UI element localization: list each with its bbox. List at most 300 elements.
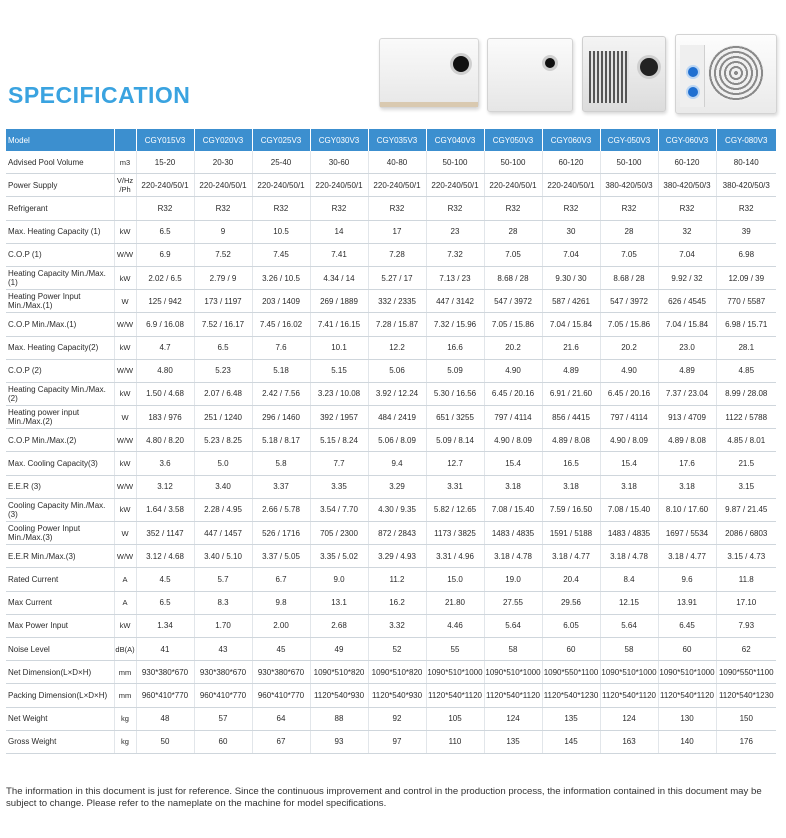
table-cell: 930*380*670 <box>194 661 252 684</box>
table-cell: 7.32 <box>426 243 484 266</box>
row-parameter: Heating Power Input Min./Max.(1) <box>6 290 114 313</box>
table-cell: 3.26 / 10.5 <box>252 266 310 289</box>
table-cell: 5.82 / 12.65 <box>426 498 484 521</box>
table-row <box>6 661 776 684</box>
table-cell: 7.45 / 16.02 <box>252 313 310 336</box>
table-cell: 1173 / 3825 <box>426 522 484 545</box>
heat-pump-image-4 <box>675 34 777 114</box>
table-cell: 30 <box>542 220 600 243</box>
table-cell: 3.54 / 7.70 <box>310 498 368 521</box>
header-model: CGY040V3 <box>426 129 484 151</box>
table-cell: R32 <box>310 197 368 220</box>
table-cell: 220-240/50/1 <box>542 174 600 197</box>
table-cell: 3.40 <box>194 475 252 498</box>
row-unit: kW <box>114 336 136 359</box>
row-parameter: Packing Dimension(L×D×H) <box>6 684 114 707</box>
table-cell: 392 / 1957 <box>310 406 368 429</box>
table-cell: 16.5 <box>542 452 600 475</box>
table-cell: 9 <box>194 220 252 243</box>
row-unit: kW <box>114 382 136 405</box>
table-cell: 15.4 <box>600 452 658 475</box>
table-cell: 1.70 <box>194 614 252 637</box>
table-cell: 8.99 / 28.08 <box>716 382 776 405</box>
table-cell: 7.05 / 15.86 <box>600 313 658 336</box>
row-parameter: Gross Weight <box>6 730 114 753</box>
row-parameter: C.O.P Min./Max.(2) <box>6 429 114 452</box>
table-row <box>6 730 776 753</box>
table-cell: 352 / 1147 <box>136 522 194 545</box>
table-cell: 16.6 <box>426 336 484 359</box>
row-parameter: Max. Heating Capacity (1) <box>6 220 114 243</box>
table-cell: 9.92 / 32 <box>658 266 716 289</box>
table-cell: 4.5 <box>136 568 194 591</box>
table-cell: 7.41 <box>310 243 368 266</box>
table-cell: R32 <box>368 197 426 220</box>
heat-pump-image-3 <box>582 36 666 112</box>
table-row <box>6 545 776 568</box>
row-parameter: C.O.P (2) <box>6 359 114 382</box>
table-cell: 7.52 / 16.17 <box>194 313 252 336</box>
table-row <box>6 151 776 174</box>
table-cell: 52 <box>368 637 426 660</box>
table-cell: 9.8 <box>252 591 310 614</box>
row-parameter: Net Weight <box>6 707 114 730</box>
row-parameter: Cooling Power Input Min./Max.(3) <box>6 522 114 545</box>
table-cell: 626 / 4545 <box>658 290 716 313</box>
table-cell: 6.91 / 21.60 <box>542 382 600 405</box>
table-cell: 220-240/50/1 <box>310 174 368 197</box>
table-cell: 6.45 / 20.16 <box>484 382 542 405</box>
table-cell: 7.04 / 15.84 <box>542 313 600 336</box>
table-cell: 3.32 <box>368 614 426 637</box>
table-cell: 183 / 976 <box>136 406 194 429</box>
table-cell: 2.28 / 4.95 <box>194 498 252 521</box>
row-unit: mm <box>114 661 136 684</box>
table-cell: 4.7 <box>136 336 194 359</box>
table-cell: 20-30 <box>194 151 252 174</box>
table-row <box>6 684 776 707</box>
table-cell: 7.13 / 23 <box>426 266 484 289</box>
table-cell: 5.27 / 17 <box>368 266 426 289</box>
table-cell: R32 <box>426 197 484 220</box>
row-parameter: E.E.R (3) <box>6 475 114 498</box>
table-cell: 7.32 / 15.96 <box>426 313 484 336</box>
table-cell: 3.37 / 5.05 <box>252 545 310 568</box>
table-cell: 1.64 / 3.58 <box>136 498 194 521</box>
table-row <box>6 637 776 660</box>
table-cell: 913 / 4709 <box>658 406 716 429</box>
table-cell: 145 <box>542 730 600 753</box>
table-cell: 4.30 / 9.35 <box>368 498 426 521</box>
table-cell: 2.79 / 9 <box>194 266 252 289</box>
row-unit: W/W <box>114 429 136 452</box>
table-cell: 526 / 1716 <box>252 522 310 545</box>
table-cell: 7.37 / 23.04 <box>658 382 716 405</box>
table-row <box>6 197 776 220</box>
header-model: CGY-080V3 <box>716 129 776 151</box>
table-cell: 19.0 <box>484 568 542 591</box>
table-cell: 1697 / 5534 <box>658 522 716 545</box>
table-cell: 4.90 <box>484 359 542 382</box>
table-cell: 21.6 <box>542 336 600 359</box>
table-cell: 21.80 <box>426 591 484 614</box>
table-cell: 5.64 <box>484 614 542 637</box>
table-cell: 5.7 <box>194 568 252 591</box>
table-cell: 7.05 <box>484 243 542 266</box>
row-parameter: Heating Capacity Min./Max.(2) <box>6 382 114 405</box>
table-cell: 1120*540*1120 <box>484 684 542 707</box>
table-cell: 58 <box>600 637 658 660</box>
table-cell: 17 <box>368 220 426 243</box>
table-cell: R32 <box>542 197 600 220</box>
table-cell: 251 / 1240 <box>194 406 252 429</box>
row-unit: m3 <box>114 151 136 174</box>
table-cell: 220-240/50/1 <box>252 174 310 197</box>
table-cell: 1120*540*1120 <box>658 684 716 707</box>
row-unit: kW <box>114 614 136 637</box>
table-cell: 220-240/50/1 <box>368 174 426 197</box>
table-cell: 7.04 <box>542 243 600 266</box>
row-parameter: Refrigerant <box>6 197 114 220</box>
row-unit: W <box>114 406 136 429</box>
table-cell: 17.10 <box>716 591 776 614</box>
table-cell: 20.2 <box>484 336 542 359</box>
table-cell: 6.9 / 16.08 <box>136 313 194 336</box>
table-cell: 203 / 1409 <box>252 290 310 313</box>
table-cell: 13.1 <box>310 591 368 614</box>
row-unit: W/W <box>114 475 136 498</box>
table-cell: 11.2 <box>368 568 426 591</box>
table-cell: 67 <box>252 730 310 753</box>
product-images <box>375 30 783 114</box>
table-row <box>6 707 776 730</box>
table-header-row <box>6 129 776 151</box>
table-cell: R32 <box>484 197 542 220</box>
table-row <box>6 243 776 266</box>
row-parameter: Noise Level <box>6 637 114 660</box>
row-unit: mm <box>114 684 136 707</box>
table-cell: R32 <box>194 197 252 220</box>
table-cell: 6.05 <box>542 614 600 637</box>
table-cell: 380-420/50/3 <box>600 174 658 197</box>
header-model: CGY050V3 <box>484 129 542 151</box>
table-cell: 5.18 <box>252 359 310 382</box>
row-unit: kW <box>114 452 136 475</box>
table-cell: 28.1 <box>716 336 776 359</box>
table-cell: 6.7 <box>252 568 310 591</box>
table-cell: 39 <box>716 220 776 243</box>
table-cell: 62 <box>716 637 776 660</box>
table-cell: 1090*550*1100 <box>716 661 776 684</box>
table-cell: 7.7 <box>310 452 368 475</box>
table-cell: 20.2 <box>600 336 658 359</box>
table-cell: 6.98 / 15.71 <box>716 313 776 336</box>
table-cell: 8.68 / 28 <box>484 266 542 289</box>
table-cell: 15.0 <box>426 568 484 591</box>
table-cell: 3.29 / 4.93 <box>368 545 426 568</box>
table-cell: 5.8 <box>252 452 310 475</box>
row-parameter: Heating power input Min./Max.(2) <box>6 406 114 429</box>
table-cell: 3.6 <box>136 452 194 475</box>
table-cell: 9.4 <box>368 452 426 475</box>
table-cell: 124 <box>484 707 542 730</box>
table-cell: 20.4 <box>542 568 600 591</box>
header-model-label: Model <box>6 129 114 151</box>
table-cell: 50 <box>136 730 194 753</box>
table-cell: 3.35 <box>310 475 368 498</box>
row-unit: W/W <box>114 243 136 266</box>
table-cell: 7.6 <box>252 336 310 359</box>
table-cell: 10.5 <box>252 220 310 243</box>
table-cell: 1.34 <box>136 614 194 637</box>
table-cell: 960*410*770 <box>252 684 310 707</box>
table-cell: 50-100 <box>484 151 542 174</box>
page-title: SPECIFICATION <box>8 82 191 108</box>
table-cell: 447 / 1457 <box>194 522 252 545</box>
table-cell: 9.6 <box>658 568 716 591</box>
table-cell: 1120*540*1120 <box>600 684 658 707</box>
table-cell: 12.15 <box>600 591 658 614</box>
row-unit: kW <box>114 498 136 521</box>
table-cell: 28 <box>600 220 658 243</box>
table-row <box>6 429 776 452</box>
row-parameter: Rated Current <box>6 568 114 591</box>
row-parameter: Heating Capacity Min./Max.(1) <box>6 266 114 289</box>
table-cell: 7.28 / 15.87 <box>368 313 426 336</box>
table-cell: 48 <box>136 707 194 730</box>
specification-table <box>6 129 776 754</box>
table-cell: 7.93 <box>716 614 776 637</box>
table-cell: 15.4 <box>484 452 542 475</box>
table-cell: 11.8 <box>716 568 776 591</box>
table-cell: 856 / 4415 <box>542 406 600 429</box>
table-row <box>6 336 776 359</box>
table-cell: 3.15 <box>716 475 776 498</box>
table-cell: 7.05 <box>600 243 658 266</box>
table-cell: 1120*540*1230 <box>716 684 776 707</box>
row-unit: A <box>114 568 136 591</box>
table-cell: 3.40 / 5.10 <box>194 545 252 568</box>
table-cell: R32 <box>716 197 776 220</box>
row-unit: A <box>114 591 136 614</box>
row-unit: W <box>114 290 136 313</box>
table-cell: 3.15 / 4.73 <box>716 545 776 568</box>
table-cell: 3.18 <box>600 475 658 498</box>
table-cell: 32 <box>658 220 716 243</box>
header-model: CGY025V3 <box>252 129 310 151</box>
table-cell: 28 <box>484 220 542 243</box>
table-cell: 6.98 <box>716 243 776 266</box>
row-unit: kW <box>114 220 136 243</box>
table-cell: 1591 / 5188 <box>542 522 600 545</box>
table-cell: 960*410*770 <box>194 684 252 707</box>
table-row <box>6 382 776 405</box>
table-cell: 797 / 4114 <box>484 406 542 429</box>
table-cell: 5.23 / 8.25 <box>194 429 252 452</box>
table-cell: 135 <box>542 707 600 730</box>
table-cell: 8.68 / 28 <box>600 266 658 289</box>
table-cell: 960*410*770 <box>136 684 194 707</box>
table-cell: 872 / 2843 <box>368 522 426 545</box>
table-cell: 5.0 <box>194 452 252 475</box>
table-cell: 2.07 / 6.48 <box>194 382 252 405</box>
table-row <box>6 591 776 614</box>
table-cell: 7.08 / 15.40 <box>600 498 658 521</box>
table-row <box>6 359 776 382</box>
table-cell: 797 / 4114 <box>600 406 658 429</box>
table-cell: 130 <box>658 707 716 730</box>
table-cell: 12.2 <box>368 336 426 359</box>
row-parameter: Max Power Input <box>6 614 114 637</box>
table-cell: 97 <box>368 730 426 753</box>
table-cell: 15-20 <box>136 151 194 174</box>
row-parameter: C.O.P Min./Max.(1) <box>6 313 114 336</box>
header-model: CGY-060V3 <box>658 129 716 151</box>
table-cell: 140 <box>658 730 716 753</box>
table-cell: 651 / 3255 <box>426 406 484 429</box>
table-cell: 124 <box>600 707 658 730</box>
table-cell: 1090*510*1000 <box>426 661 484 684</box>
table-cell: 8.10 / 17.60 <box>658 498 716 521</box>
table-cell: 4.89 <box>542 359 600 382</box>
table-cell: 2.66 / 5.78 <box>252 498 310 521</box>
table-cell: 12.09 / 39 <box>716 266 776 289</box>
table-cell: 60-120 <box>658 151 716 174</box>
table-cell: 380-420/50/3 <box>658 174 716 197</box>
heat-pump-image-1 <box>379 38 479 108</box>
table-cell: 220-240/50/1 <box>194 174 252 197</box>
table-cell: 3.37 <box>252 475 310 498</box>
table-cell: 3.18 / 4.77 <box>658 545 716 568</box>
table-row <box>6 568 776 591</box>
table-cell: 110 <box>426 730 484 753</box>
row-parameter: Max. Cooling Capacity(3) <box>6 452 114 475</box>
table-cell: 1.50 / 4.68 <box>136 382 194 405</box>
table-cell: 4.89 / 8.08 <box>658 429 716 452</box>
table-cell: 1120*540*1120 <box>426 684 484 707</box>
row-parameter: Max Current <box>6 591 114 614</box>
row-unit: dB(A) <box>114 637 136 660</box>
table-row <box>6 614 776 637</box>
table-cell: 60 <box>542 637 600 660</box>
table-cell: 3.31 <box>426 475 484 498</box>
table-cell: 17.6 <box>658 452 716 475</box>
table-cell: 332 / 2335 <box>368 290 426 313</box>
table-cell: 1120*540*930 <box>368 684 426 707</box>
table-cell: 1090*510*1000 <box>484 661 542 684</box>
header-model: CGY035V3 <box>368 129 426 151</box>
table-cell: 770 / 5587 <box>716 290 776 313</box>
row-unit: kg <box>114 730 136 753</box>
table-cell: 2.68 <box>310 614 368 637</box>
table-cell: 23 <box>426 220 484 243</box>
table-cell: 25-40 <box>252 151 310 174</box>
table-cell: 4.80 <box>136 359 194 382</box>
table-cell: 3.35 / 5.02 <box>310 545 368 568</box>
table-cell: 92 <box>368 707 426 730</box>
table-cell: 6.5 <box>136 591 194 614</box>
table-cell: 49 <box>310 637 368 660</box>
row-unit <box>114 197 136 220</box>
table-cell: 5.15 <box>310 359 368 382</box>
table-cell: 1122 / 5788 <box>716 406 776 429</box>
table-cell: 484 / 2419 <box>368 406 426 429</box>
table-cell: 176 <box>716 730 776 753</box>
table-cell: 135 <box>484 730 542 753</box>
table-cell: 587 / 4261 <box>542 290 600 313</box>
table-cell: 2.42 / 7.56 <box>252 382 310 405</box>
table-cell: 7.59 / 16.50 <box>542 498 600 521</box>
table-cell: 5.23 <box>194 359 252 382</box>
table-cell: 43 <box>194 637 252 660</box>
table-cell: 45 <box>252 637 310 660</box>
table-row <box>6 522 776 545</box>
table-cell: 3.23 / 10.08 <box>310 382 368 405</box>
table-cell: 16.2 <box>368 591 426 614</box>
row-unit: kW <box>114 266 136 289</box>
table-cell: 930*380*670 <box>252 661 310 684</box>
table-cell: 9.0 <box>310 568 368 591</box>
table-row <box>6 220 776 243</box>
table-cell: 3.92 / 12.24 <box>368 382 426 405</box>
table-cell: 30-60 <box>310 151 368 174</box>
table-cell: 1120*540*930 <box>310 684 368 707</box>
table-cell: 1483 / 4835 <box>600 522 658 545</box>
table-cell: 2.02 / 6.5 <box>136 266 194 289</box>
row-parameter: Power Supply <box>6 174 114 197</box>
table-cell: 2086 / 6803 <box>716 522 776 545</box>
header-model: CGY020V3 <box>194 129 252 151</box>
table-cell: 21.5 <box>716 452 776 475</box>
table-cell: 5.06 <box>368 359 426 382</box>
table-cell: 547 / 3972 <box>484 290 542 313</box>
table-cell: 5.15 / 8.24 <box>310 429 368 452</box>
table-cell: 1483 / 4835 <box>484 522 542 545</box>
table-cell: 1090*510*1000 <box>658 661 716 684</box>
row-unit: V/Hz /Ph <box>114 174 136 197</box>
table-cell: 6.5 <box>194 336 252 359</box>
table-row <box>6 498 776 521</box>
table-cell: 8.4 <box>600 568 658 591</box>
table-cell: R32 <box>658 197 716 220</box>
table-cell: 5.18 / 8.17 <box>252 429 310 452</box>
table-cell: 57 <box>194 707 252 730</box>
table-cell: 4.89 <box>658 359 716 382</box>
table-cell: 6.45 / 20.16 <box>600 382 658 405</box>
table-cell: 220-240/50/1 <box>484 174 542 197</box>
table-cell: 8.3 <box>194 591 252 614</box>
table-cell: 80-140 <box>716 151 776 174</box>
row-unit: kg <box>114 707 136 730</box>
table-cell: 269 / 1889 <box>310 290 368 313</box>
table-cell: 55 <box>426 637 484 660</box>
table-cell: 4.80 / 8.20 <box>136 429 194 452</box>
row-parameter: Net Dimension(L×D×H) <box>6 661 114 684</box>
table-cell: 4.90 / 8.09 <box>484 429 542 452</box>
table-cell: 5.09 / 8.14 <box>426 429 484 452</box>
table-cell: 14 <box>310 220 368 243</box>
table-cell: 705 / 2300 <box>310 522 368 545</box>
table-cell: 173 / 1197 <box>194 290 252 313</box>
table-cell: 3.29 <box>368 475 426 498</box>
table-row <box>6 313 776 336</box>
table-cell: 6.45 <box>658 614 716 637</box>
table-cell: 50-100 <box>426 151 484 174</box>
table-cell: 3.18 / 4.77 <box>542 545 600 568</box>
table-cell: 4.85 <box>716 359 776 382</box>
table-cell: 7.28 <box>368 243 426 266</box>
table-cell: 3.18 / 4.78 <box>600 545 658 568</box>
